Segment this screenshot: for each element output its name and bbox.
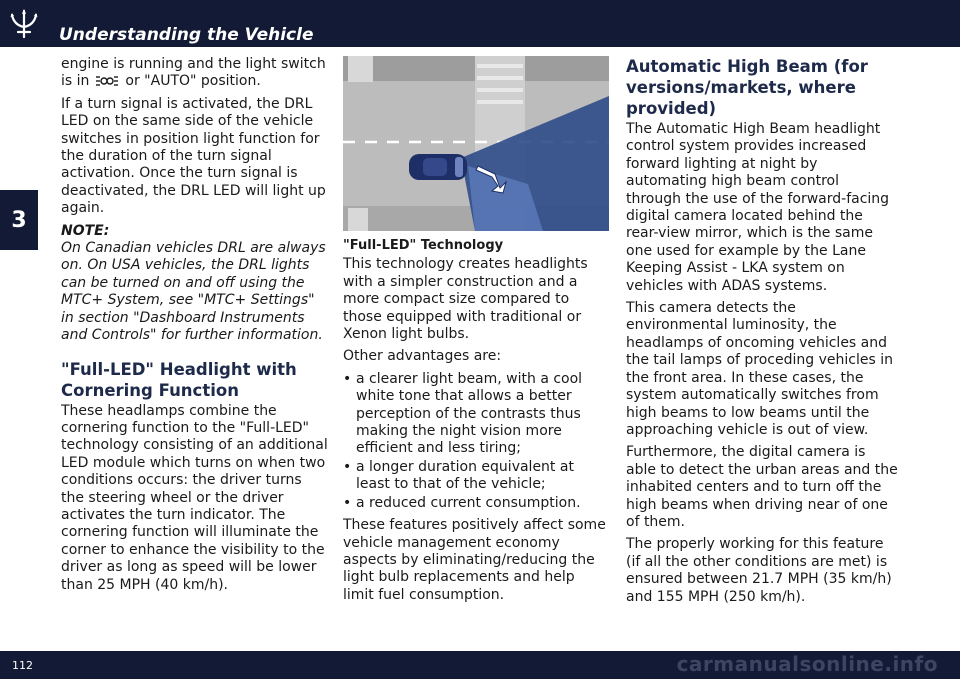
paragraph-led-technology: This technology creates headlights with a simpler construction and a more compact size compared to those equipped with traditional or Xenon light bulbs. xyxy=(343,256,588,343)
paragraph-turn-signal: If a turn signal is activated, the DRL LED on the same side of the vehicle switches in position light function for the duration of the turn signal activation. Once the turn signal is deactivated, the DRL LED will light up again. xyxy=(61,95,326,217)
paragraph-high-beam-intro: The Automatic High Beam headlight control system provides increased forward lighting at night by automating high beam control through the use of the forward-facing digital camera located behind the rear-view mirror, which is the same one used for example by the Lane Keeping Assist - LKA system on vehicles with ADAS systems. xyxy=(626,121,890,294)
watermark: carmanualsonline.info xyxy=(676,652,938,676)
list-item: • a longer duration equivalent at least to that of the vehicle; xyxy=(343,459,609,494)
note-text: On Canadian vehicles DRL are always on. On USA vehicles, the DRL lights can be turned on and off using the MTC+ System, see "MTC+ Settings" in section "Dashboard Instruments and Controls" for further information. xyxy=(61,240,326,344)
trident-logo-icon xyxy=(9,8,39,40)
list-item: • a reduced current consumption. xyxy=(343,495,609,512)
text-fragment: or "AUTO" position. xyxy=(125,73,261,90)
page-footer xyxy=(0,651,960,679)
list-item: • a clearer light beam, with a cool white tone that allows a better perception of the contrasts thus making the night vision more efficient and less tiring; xyxy=(343,371,609,458)
paragraph-cornering: These headlamps combine the cornering function to the "Full-LED" technology consisting of an additional LED module which turns on when two conditions occurs: the driver turns the steering wheel or the driver activates the turn indicator. The cornering function will illuminate the corner to enhance the visibility to the driver as long as speed will be lower than 25 MPH (40 km/h). xyxy=(61,402,328,593)
paragraph-camera-detection: This camera detects the environmental luminosity, the headlamps of oncoming vehicles and the tail lamps of proceding vehicles in the front area. In these cases, the system automatically switches from high beams to low beams until the approaching vehicle is out of view. xyxy=(626,300,893,438)
paragraph-economy: These features positively affect some vehicle management economy aspects by eliminating/reducing the light bulb replacements and help limit fuel consumption. xyxy=(343,517,606,603)
page-header xyxy=(0,0,960,47)
heading-full-led-cornering: "Full-LED" Headlight with Cornering Function xyxy=(61,359,297,400)
paragraph-urban-areas: Furthermore, the digital camera is able to detect the urban areas and the inhabited centers and to turn off the high beams when driving near of one of them. xyxy=(626,444,898,530)
advantages-list xyxy=(343,371,609,512)
figure-caption: "Full-LED" Technology xyxy=(343,238,504,253)
headlight-cornering-illustration xyxy=(343,56,609,231)
column-left xyxy=(61,56,329,599)
note-title: NOTE: xyxy=(61,222,110,239)
text-fragment: engine is running and the light switch is in xyxy=(61,56,326,90)
chapter-tab: 3 xyxy=(0,190,38,250)
column-right xyxy=(626,56,898,611)
paragraph-drl-switch xyxy=(61,56,329,91)
column-middle xyxy=(343,56,609,609)
heading-automatic-high-beam: Automatic High Beam (for versions/markets, where provided) xyxy=(626,57,868,118)
page-number: 112 xyxy=(12,659,33,672)
section-title: Understanding the Vehicle xyxy=(59,25,314,45)
paragraph-advantages: Other advantages are: xyxy=(343,348,502,365)
paragraph-speed-range: The properly working for this feature (if all the other conditions are met) is ensured between 21.7 MPH (35 km/h) and 155 MPH (250 km/h). xyxy=(626,536,892,605)
daytime-running-light-icon xyxy=(95,74,119,88)
